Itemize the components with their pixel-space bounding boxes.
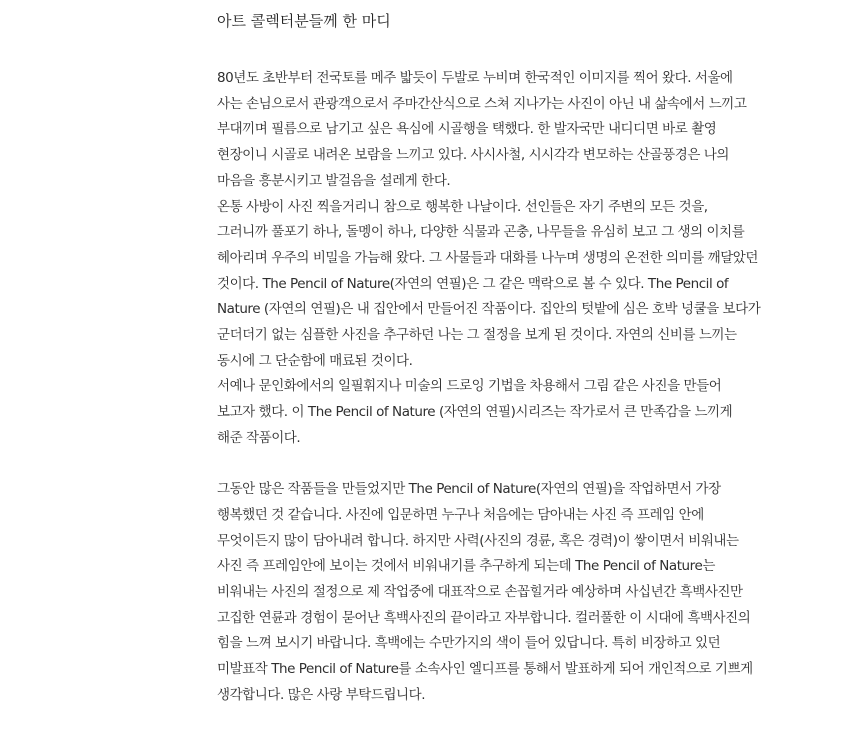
text-line: Nature (자연의 연필)은 내 집안에서 만들어진 작품이다. 집안의 텃밭에 심은 호박 넝쿨을 보다가	[217, 301, 761, 318]
text-line: 그러니까 풀포기 하나, 돌멩이 하나, 다양한 식물과 곤충, 나무들을 유심히 보고 그 생의 이치를	[217, 224, 745, 241]
text-line: 고집한 연륜과 경험이 묻어난 흑백사진의 끝이라고 자부합니다. 컬러풀한 이 시대에 흑백사진의	[217, 609, 751, 626]
paragraph-spacer	[217, 452, 857, 478]
paragraph-2	[217, 477, 857, 708]
text-line: 서예나 문인화에서의 일필휘지나 미술의 드로잉 기법을 차용해서 그림 같은 사진을 만들어	[217, 378, 722, 395]
text-line: 비워내는 사진의 절정으로 제 작업중에 대표작으로 손꼽힐거라 예상하며 사십년간 흑백사진만	[217, 584, 743, 601]
text-line: 것이다. The Pencil of Nature(자연의 연필)은 그 같은 맥락으로 볼 수 있다. The Pencil of	[217, 275, 729, 292]
text-line: 부대끼며 필름으로 남기고 싶은 욕심에 시골행을 택했다. 한 발자국만 내디디면 바로 촬영	[217, 121, 717, 138]
text-line: 사는 손님으로서 관광객으로서 주마간산식으로 스쳐 지나가는 사진이 아닌 내 삶속에서 느끼고	[217, 95, 747, 112]
text-line: 보고자 했다. 이 The Pencil of Nature (자연의 연필)시리즈는 작가로서 큰 만족감을 느끼게	[217, 404, 733, 421]
text-line: 생각합니다. 많은 사랑 부탁드립니다.	[217, 686, 426, 703]
text-line: 현장이니 시골로 내려온 보람을 느끼고 있다. 사시사철, 시시각각 변모하는 산골풍경은 나의	[217, 147, 729, 164]
text-line: 사진 즉 프레임안에 보이는 것에서 비워내기를 추구하게 되는데 The Pencil of Nature는	[217, 558, 715, 575]
text-line: 무엇이든지 많이 담아내려 합니다. 하지만 사력(사진의 경륜, 혹은 경력)이 쌓이면서 비워내는	[217, 532, 739, 549]
text-line: 해준 작품이다.	[217, 429, 301, 446]
text-line: 마음을 흥분시키고 발걸음을 설레게 한다.	[217, 172, 451, 189]
text-line: 온통 사방이 사진 찍을거리니 참으로 행복한 나날이다. 선인들은 자기 주변의 모든 것을,	[217, 198, 708, 215]
text-line: 미발표작 The Pencil of Nature를 소속사인 엘디프를 통해서 발표하게 되어 개인적으로 기쁘게	[217, 661, 753, 678]
text-line: 동시에 그 단순함에 매료된 것이다.	[217, 352, 413, 369]
text-line: 그동안 많은 작품들을 만들었지만 The Pencil of Nature(자연의 연필)을 작업하면서 가장	[217, 481, 721, 498]
paragraph-1	[217, 66, 857, 452]
page-title: 아트 콜렉터분들께 한 마디	[217, 12, 391, 30]
text-line: 헤아리며 우주의 비밀을 가늠해 왔다. 그 사물들과 대화를 나누며 생명의 온전한 의미를 깨달았던	[217, 249, 758, 266]
text-line: 군더더기 없는 심플한 사진을 추구하던 나는 그 절정을 보게 된 것이다. 자연의 신비를 느끼는	[217, 327, 737, 344]
text-line: 80년도 초반부터 전국토를 메주 밟듯이 두발로 누비며 한국적인 이미지를 찍어 왔다. 서울에	[217, 70, 733, 86]
text-line: 힘을 느껴 보시기 바랍니다. 흑백에는 수만가지의 색이 들어 있답니다. 특히 비장하고 있던	[217, 635, 721, 652]
article-body	[217, 66, 857, 709]
text-line: 행복했던 것 같습니다. 사진에 입문하면 누구나 처음에는 담아내는 사진 즉 프레임 안에	[217, 506, 704, 523]
